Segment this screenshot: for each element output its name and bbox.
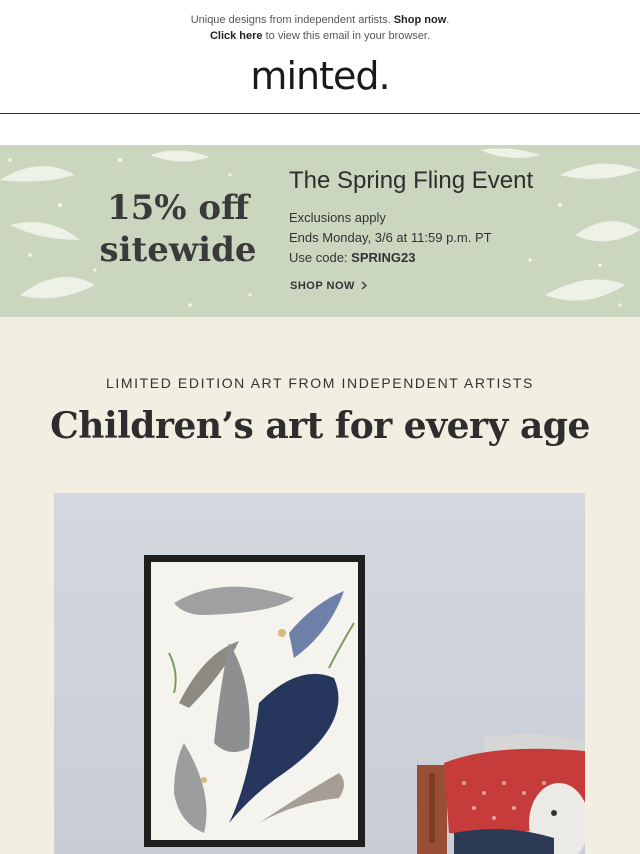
framed-whale-art-photo — [54, 493, 585, 854]
preheader-period: . — [446, 14, 450, 26]
promo-code: SPRING23 — [351, 250, 416, 265]
preheader-line-2 — [0, 28, 640, 44]
preheader-tagline: Unique designs from independent artists. — [190, 14, 391, 26]
preheader-line-1 — [0, 12, 640, 28]
view-in-browser-text: to view this email in your browser. — [262, 30, 431, 42]
promo-banner[interactable] — [0, 145, 640, 317]
event-title: The Spring Fling Event — [289, 167, 534, 194]
shop-now-link[interactable]: Shop now — [393, 14, 447, 26]
hero-photo[interactable] — [54, 493, 585, 854]
discount-line-1: 15% off — [106, 188, 250, 228]
hero-headline: Children’s art for every age — [50, 405, 590, 447]
header-divider — [0, 113, 640, 114]
promo-code-label: Use code: — [289, 250, 352, 265]
exclusions-text: Exclusions apply — [289, 210, 386, 225]
promo-code-line — [289, 250, 415, 265]
discount-line-2: sitewide — [99, 230, 257, 270]
minted-logo[interactable]: minted. — [250, 54, 390, 98]
discount-headline — [98, 187, 258, 271]
hero-section[interactable] — [0, 317, 640, 854]
click-here-link[interactable]: Click here — [209, 30, 263, 42]
shop-now-button[interactable] — [290, 280, 368, 292]
hero-kicker: LIMITED EDITION ART FROM INDEPENDENT ARTISTS — [106, 375, 534, 391]
chevron-right-icon — [360, 281, 368, 290]
ends-text: Ends Monday, 3/6 at 11:59 p.m. PT — [289, 230, 492, 245]
shop-now-label: SHOP NOW — [290, 280, 355, 292]
